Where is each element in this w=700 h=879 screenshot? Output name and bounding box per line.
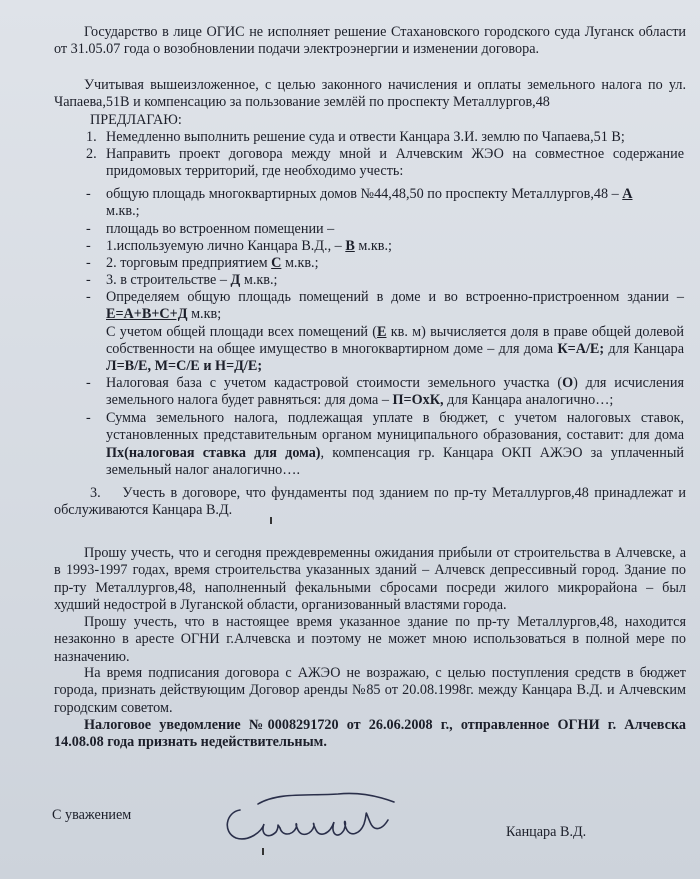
variable-a: А [622, 186, 633, 202]
variable-e: Е [377, 323, 387, 340]
dash-item-trade: - 2. торговым предприятием С м.кв.; [86, 255, 319, 271]
paragraph-tax-notice: Налоговое уведомление №0008291720 от 26.06.2008 г., отправленное ОГНИ г. Алчевска 14.08.08 года признать недействительным. [54, 717, 686, 751]
formula-l: Л=В/Е, [106, 358, 152, 375]
handwritten-signature [218, 782, 408, 852]
dash-item-tax-base: - Налоговая база с учетом кадастровой стоимости земельного участка (О) для исчисления земельного налога будет равняться: для дома – П=ОхК, для Канцара аналогично…; [86, 375, 684, 409]
scan-mark [262, 848, 264, 855]
formula-m: М=С/Е [154, 358, 200, 375]
variable-b: В [345, 238, 355, 254]
numbered-item-1: 1. Немедленно выполнить решение суда и отвести Канцара З.И. землю по Чапаева,51 В; [86, 129, 625, 145]
variable-o: О [562, 375, 574, 391]
formula-n: Н=Д/Е; [215, 358, 263, 375]
heading-propose: ПРЕДЛАГАЮ: [90, 112, 182, 128]
dash-item-total-area: - общую площадь многоквартирных домов №44,48,50 по проспекту Металлургов,48 – А м.кв.; [86, 186, 633, 220]
numbered-item-2: 2. Направить проект договора между мной и Алчевским ЖЭО на совместное содержание придомовых территорий, где необходимо учесть: [86, 146, 684, 180]
signer-name: Канцара В.Д. [506, 824, 587, 840]
paragraph-purpose: Учитывая вышеизложенное, с целью законного начисления и оплаты земельного налога по ул. Чапаева,51В и компенсацию за пользование землёй по проспекту Металлургов,48 [54, 77, 686, 111]
paragraph-court-decision: Государство в лице ОГИС не исполняет решение Стахановского городского суда Луганск области от 31.05.07 года о возобновлении подачи электроэнергии и изменении договора. [54, 24, 686, 58]
dash-item-personal-use: - 1.используемую лично Канцара В.Д., – В м.кв.; [86, 238, 392, 254]
variable-c: С [271, 255, 282, 271]
formula-p: П=ОхК, [392, 392, 444, 409]
formula-k: К=А/Е; [557, 340, 605, 357]
dash-item-built-in-area: - площадь во встроенном помещении – [86, 221, 335, 237]
scan-mark [270, 517, 272, 524]
numbered-item-3: 3. Учесть в договоре, что фундаменты под зданием по пр-ту Металлургов,48 принадлежат и обслуживаются Канцара В.Д. [54, 485, 687, 519]
closing-phrase: С уважением [52, 807, 132, 823]
variable-d: Д [230, 272, 241, 288]
formula-e: Е=А+В+С+Д [106, 306, 188, 323]
formula-px: Пх(налоговая ставка для дома) [106, 444, 321, 461]
dash-item-construction: - 3. в строительстве – Д м.кв.; [86, 272, 278, 288]
paragraph-profit-expectations: Прошу учесть, что и сегодня преждевременны ожидания прибыли от строительства в Алчевске, а в 1993-1997 годах, время строительства указанных зданий – Алчевск депрессивный город. Здание по пр-ту Металлургов,48, наполненный фекальными сбросами посреди жилого микрорайона – был худший недострой в Луганской области, организованный властями города. [54, 545, 686, 613]
dash-item-tax-sum: - Сумма земельного налога, подлежащая уплате в бюджет, с учетом налоговых ставок, установленных представительным органом муниципального образования, составит: для дома Пх(налоговая ставка для дома), компенсация гр. Канцара ОКП АЖЭО за уплаченный земельный налог аналогично…. [86, 410, 684, 478]
paragraph-arrest: Прошу учесть, что в настоящее время указанное здание по пр-ту Металлургов,48, находится незаконно в аресте ОГНИ г.Алчевска и поэтому не может мною использоваться в полной мере по назначению. [54, 614, 686, 665]
dash-item-share-calculation: - Определяем общую площадь помещений в доме и во встроенно-пристроенном здании – Е=А+В+С+Д м.кв; С учетом общей площади всех помещений (Е кв. м) вычисляется доля в праве общей долевой собственности на общее имущество в многоквартирном доме – для дома К=А/Е; для Канцара Л=В/Е, М=С/Е и Н=Д/Е; [86, 289, 685, 375]
paragraph-lease-agreement: На время подписания договора с АЖЭО не возражаю, с целью поступления средств в бюджет города, признать действующим Договор аренды №85 от 20.08.1998г. между Канцара В.Д. и Алчевским городским советом. [54, 665, 686, 716]
